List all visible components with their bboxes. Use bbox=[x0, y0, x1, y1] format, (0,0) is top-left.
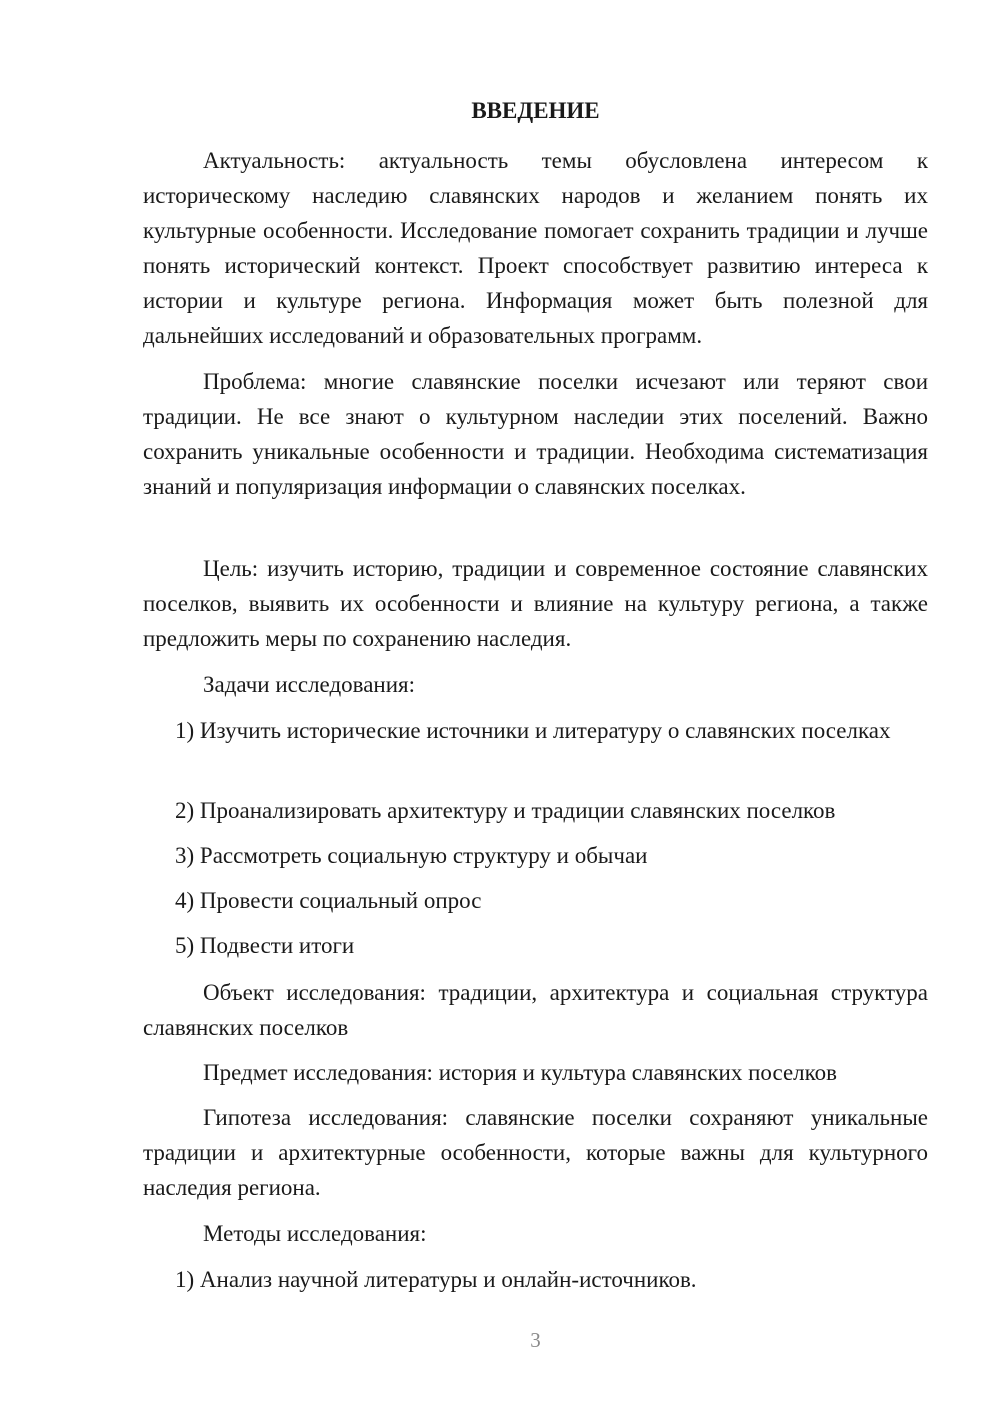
paragraph-relevance: Актуальность: актуальность темы обусловлена интересом к историческому наследию славянских народов и желанием понять их культурные особенности. Исследование помогает сохранить традиции и лучше понять исторический контекст. Проект способствует развитию интереса к истории и культуре региона. Информация может быть полезной для дальнейших исследований и образовательных программ. bbox=[143, 148, 928, 348]
paragraph-subject: Предмет исследования: история и культура славянских поселков bbox=[203, 1060, 837, 1085]
task-item-2: 2) Проанализировать архитектуру и традиции славянских поселков bbox=[175, 798, 836, 823]
tasks-heading: Задачи исследования: bbox=[203, 672, 416, 697]
task-item-3: 3) Рассмотреть социальную структуру и обычаи bbox=[175, 843, 648, 868]
page-number: 3 bbox=[530, 1328, 541, 1352]
method-item-1: 1) Анализ научной литературы и онлайн-источников. bbox=[175, 1267, 697, 1292]
paragraph-goal: Цель: изучить историю, традиции и современное состояние славянских поселков, выявить их особенности и влияние на культуру региона, а также предложить меры по сохранению наследия. bbox=[143, 556, 928, 651]
methods-heading: Методы исследования: bbox=[203, 1221, 427, 1246]
paragraph-object: Объект исследования: традиции, архитектура и социальная структура славянских поселков bbox=[143, 980, 928, 1040]
task-item-1: 1) Изучить исторические источники и литературу о славянских поселках bbox=[175, 718, 891, 743]
paragraph-problem: Проблема: многие славянские поселки исчезают или теряют свои традиции. Не все знают о культурном наследии этих поселений. Важно сохранить уникальные особенности и традиции. Необходима систематизация знаний и популяризация информации о славянских поселках. bbox=[143, 369, 928, 499]
task-item-4: 4) Провести социальный опрос bbox=[175, 888, 482, 913]
page-title: ВВЕДЕНИЕ bbox=[471, 98, 600, 123]
task-item-5: 5) Подвести итоги bbox=[175, 933, 355, 958]
paragraph-hypothesis: Гипотеза исследования: славянские поселки сохраняют уникальные традиции и архитектурные особенности, которые важны для культурного наследия региона. bbox=[143, 1105, 928, 1200]
